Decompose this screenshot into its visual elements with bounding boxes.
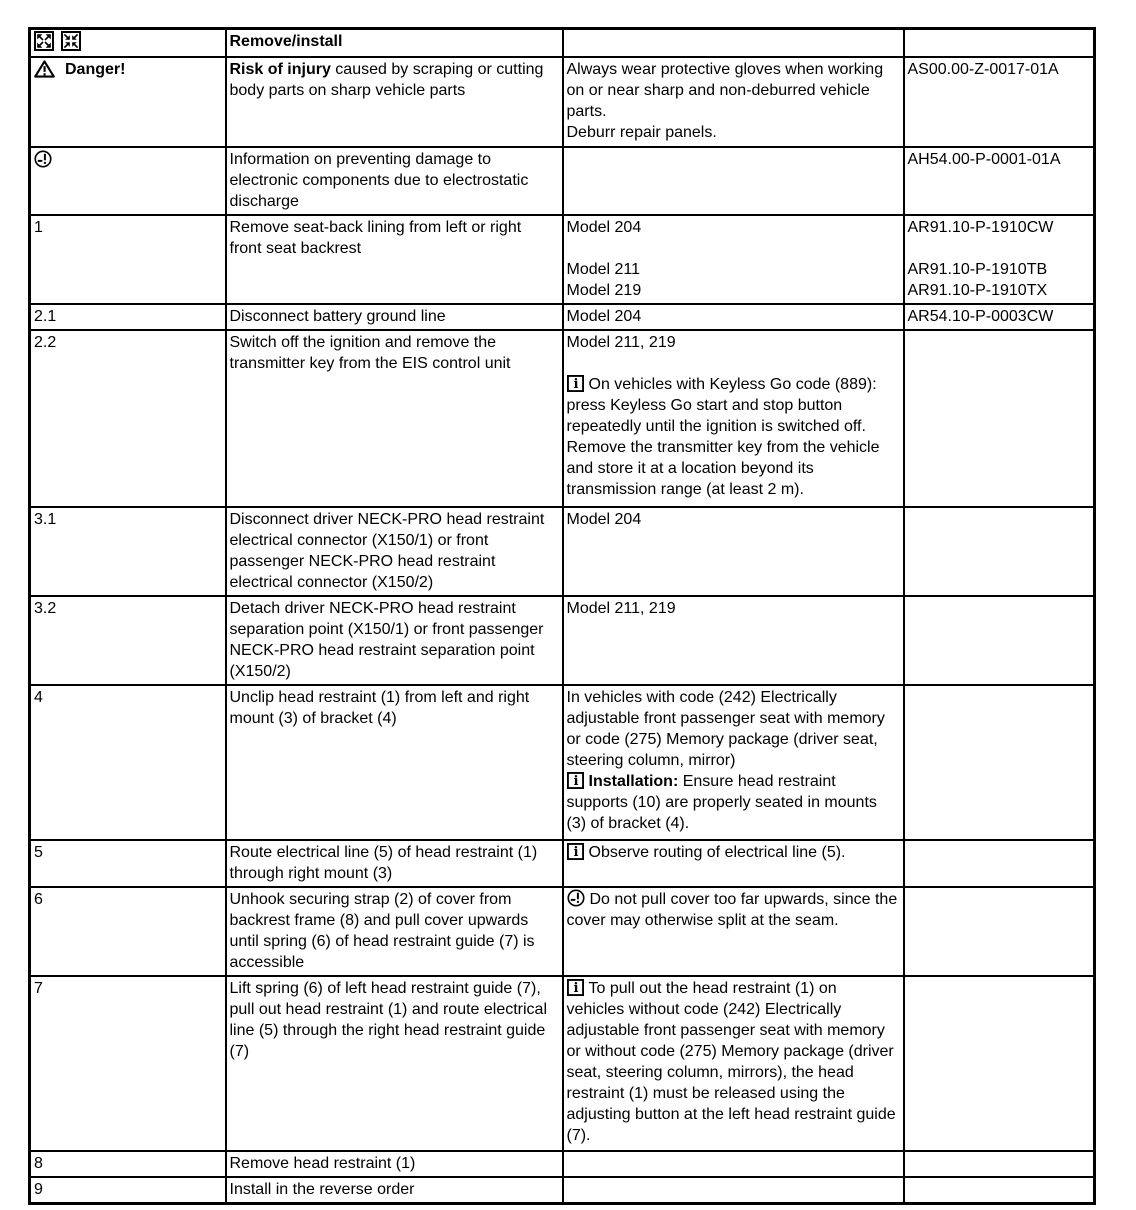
- paragraph: Lift spring (6) of left head restraint guide (7), pull out head restraint (1) and route electrical line (5) through the right head restraint guide (7): [229, 979, 548, 1060]
- svg-text:i: i: [572, 844, 578, 860]
- notes-cell: [563, 147, 904, 215]
- step-content: [34, 842, 221, 863]
- code-cell: [904, 507, 1095, 596]
- notes-cell: [563, 685, 904, 840]
- paragraph: Model 211: [566, 260, 641, 278]
- step-cell: [30, 596, 226, 685]
- procedure-row-6: [30, 887, 1095, 976]
- paragraph: Route electrical line (5) of head restraint (1) through right mount (3): [229, 843, 538, 882]
- paragraph: i To pull out the head restraint (1) on vehicles without code (242) Electrically adjustable front passenger seat with memory or without code (275) Memory package (driver seat, steering column, mirrors), the head restraint (1) must be released using the adjusting button at the left head restraint guide (7).: [566, 979, 896, 1144]
- procedure-row-1: [30, 215, 1095, 304]
- paragraph: Unclip head restraint (1) from left and right mount (3) of bracket (4): [229, 688, 530, 727]
- paragraph: Model 204: [566, 218, 642, 236]
- danger-icon: [34, 60, 55, 78]
- table-title: Remove/install: [229, 33, 343, 50]
- document-code: AH54.00-P-0001-01A: [907, 150, 1061, 168]
- step-content: [34, 1153, 221, 1174]
- paragraph: i Installation: Ensure head restraint supports (10) are properly seated in mounts (3) of bracket (4).: [566, 772, 877, 832]
- code-cell: [904, 330, 1095, 507]
- step-label: 5: [34, 843, 43, 861]
- info-icon: [567, 979, 584, 996]
- instruction-cell: [226, 507, 563, 596]
- code-cell: [904, 304, 1095, 330]
- notes-cell: [563, 507, 904, 596]
- paragraph: Switch off the ignition and remove the transmitter key from the EIS control unit: [229, 333, 511, 372]
- procedure-row-esd-note: [30, 147, 1095, 215]
- instruction-cell: [226, 840, 563, 887]
- instruction-cell: [226, 976, 563, 1151]
- step-cell: [30, 330, 226, 507]
- step-content: [34, 149, 221, 168]
- collapse-icon[interactable]: [61, 31, 81, 51]
- paragraph: Install in the reverse order: [229, 1180, 415, 1198]
- paragraph: Unhook securing strap (2) of cover from backrest frame (8) and pull cover upwards until spring (6) of head restraint guide (7) is accessible: [229, 890, 535, 971]
- blank-line: [567, 353, 899, 374]
- paragraph: Remove head restraint (1): [229, 1154, 416, 1172]
- notes-cell: [563, 215, 904, 304]
- step-cell: [30, 840, 226, 887]
- instruction-cell: [226, 304, 563, 330]
- step-content: [34, 509, 221, 530]
- code-cell: [904, 147, 1095, 215]
- procedure-row-2.1: [30, 304, 1095, 330]
- damage-icon: [34, 150, 52, 168]
- step-label: 2.1: [34, 307, 57, 325]
- header-icons-cell: [30, 29, 226, 57]
- notes-cell: [563, 57, 904, 147]
- paragraph: Model 211, 219: [566, 333, 676, 351]
- bold-text: Installation:: [588, 772, 679, 790]
- step-label: 3.2: [34, 599, 57, 617]
- step-label: 1: [34, 218, 43, 236]
- procedure-row-8: [30, 1151, 1095, 1177]
- step-content: [34, 59, 221, 80]
- header-row: [30, 29, 1095, 57]
- paragraph: Remove seat-back lining from left or right front seat backrest: [229, 218, 522, 257]
- document-code: AR54.10-P-0003CW: [907, 307, 1054, 325]
- procedure-row-7: [30, 976, 1095, 1151]
- code-cell: [904, 976, 1095, 1151]
- step-cell: [30, 887, 226, 976]
- instruction-cell: [226, 887, 563, 976]
- procedure-row-4: [30, 685, 1095, 840]
- procedure-row-9: [30, 1177, 1095, 1204]
- instruction-cell: [226, 596, 563, 685]
- instruction-cell: [226, 215, 563, 304]
- instruction-cell: [226, 1151, 563, 1177]
- code-cell: [904, 596, 1095, 685]
- document-code: AR91.10-P-1910CW: [907, 218, 1054, 236]
- document-code: AS00.00-Z-0017-01A: [907, 60, 1059, 78]
- paragraph: Disconnect battery ground line: [229, 307, 446, 325]
- paragraph: Model 204: [566, 307, 642, 325]
- step-cell: [30, 57, 226, 147]
- notes-cell: [563, 1151, 904, 1177]
- step-content: [34, 889, 221, 910]
- header-empty-cell-1: [563, 29, 904, 57]
- notes-cell: [563, 1177, 904, 1204]
- step-label: 4: [34, 688, 43, 706]
- svg-text:i: i: [572, 980, 578, 996]
- header-empty-cell-2: [904, 29, 1095, 57]
- notes-cell: [563, 304, 904, 330]
- notes-cell: [563, 840, 904, 887]
- paragraph: Always wear protective gloves when working on or near sharp and non-deburred vehicle parts.: [566, 60, 884, 120]
- step-cell: [30, 215, 226, 304]
- expand-icon[interactable]: [34, 31, 54, 51]
- notes-cell: [563, 976, 904, 1151]
- procedure-row-5: [30, 840, 1095, 887]
- step-cell: [30, 976, 226, 1151]
- paragraph: Deburr repair panels.: [566, 123, 717, 141]
- step-content: [34, 217, 221, 238]
- bold-text: Risk of injury: [229, 60, 331, 78]
- step-content: [34, 306, 221, 327]
- paragraph: In vehicles with code (242) Electrically adjustable front passenger seat with memory or code (275) Memory package (driver seat, steering column, mirror): [566, 688, 885, 769]
- notes-cell: [563, 887, 904, 976]
- step-label: 7: [34, 979, 43, 997]
- notes-cell: [563, 330, 904, 507]
- paragraph: Model 204: [566, 510, 642, 528]
- procedure-row-3.2: [30, 596, 1095, 685]
- step-content: [34, 1179, 221, 1200]
- instruction-cell: [226, 330, 563, 507]
- paragraph: Model 219: [566, 281, 642, 299]
- step-cell: [30, 507, 226, 596]
- procedure-row-danger: [30, 57, 1095, 147]
- svg-text:i: i: [572, 376, 578, 392]
- document-code: AR91.10-P-1910TB: [907, 260, 1048, 278]
- notes-cell: [563, 596, 904, 685]
- paragraph: Information on preventing damage to electronic components due to electrostatic discharge: [229, 150, 529, 210]
- code-cell: [904, 1151, 1095, 1177]
- code-cell: [904, 1177, 1095, 1204]
- instruction-cell: [226, 147, 563, 215]
- instruction-cell: [226, 685, 563, 840]
- damage-icon: [567, 889, 585, 907]
- code-cell: [904, 215, 1095, 304]
- instruction-cell: [226, 57, 563, 147]
- step-label: 9: [34, 1180, 43, 1198]
- code-cell: [904, 840, 1095, 887]
- step-label: 8: [34, 1154, 43, 1172]
- instruction-cell: [226, 1177, 563, 1204]
- code-cell: [904, 685, 1095, 840]
- step-cell: [30, 1151, 226, 1177]
- step-content: [34, 332, 221, 353]
- step-cell: [30, 1177, 226, 1204]
- procedure-row-3.1: [30, 507, 1095, 596]
- step-label: Danger!: [65, 60, 126, 78]
- paragraph: Risk of injury caused by scraping or cutting body parts on sharp vehicle parts: [229, 60, 544, 99]
- paragraph: Disconnect driver NECK-PRO head restraint electrical connector (X150/1) or front passenger NECK-PRO head restraint electrical connector (X150/2): [229, 510, 545, 591]
- info-icon: [567, 375, 584, 392]
- svg-text:i: i: [572, 773, 578, 789]
- step-label: 3.1: [34, 510, 57, 528]
- info-icon: [567, 772, 584, 789]
- paragraph: Do not pull cover too far upwards, since the cover may otherwise split at the seam.: [566, 890, 898, 929]
- procedure-row-2.2: [30, 330, 1095, 507]
- blank-line: [567, 238, 899, 259]
- step-content: [34, 598, 221, 619]
- info-icon: [567, 843, 584, 860]
- procedure-table: [28, 27, 1096, 1205]
- code-cell: [904, 887, 1095, 976]
- step-cell: [30, 147, 226, 215]
- code-cell: [904, 57, 1095, 147]
- header-title-cell: [226, 29, 563, 57]
- step-content: [34, 687, 221, 708]
- step-label: 2.2: [34, 333, 57, 351]
- paragraph: Detach driver NECK-PRO head restraint separation point (X150/1) or front passenger NECK-PRO head restraint separation point (X150/2): [229, 599, 544, 680]
- paragraph: i Observe routing of electrical line (5).: [567, 842, 899, 863]
- document-code: AR91.10-P-1910TX: [907, 281, 1048, 299]
- step-cell: [30, 304, 226, 330]
- step-cell: [30, 685, 226, 840]
- paragraph: i On vehicles with Keyless Go code (889): press Keyless Go start and stop button repeatedly until the ignition is switched off. Remove the transmitter key from the vehicle and store it at a location beyond its transmission range (at least 2 m).: [566, 375, 880, 498]
- paragraph: Model 211, 219: [566, 599, 676, 617]
- blank-line: [908, 238, 1090, 259]
- step-content: [34, 978, 221, 999]
- step-label: 6: [34, 890, 43, 908]
